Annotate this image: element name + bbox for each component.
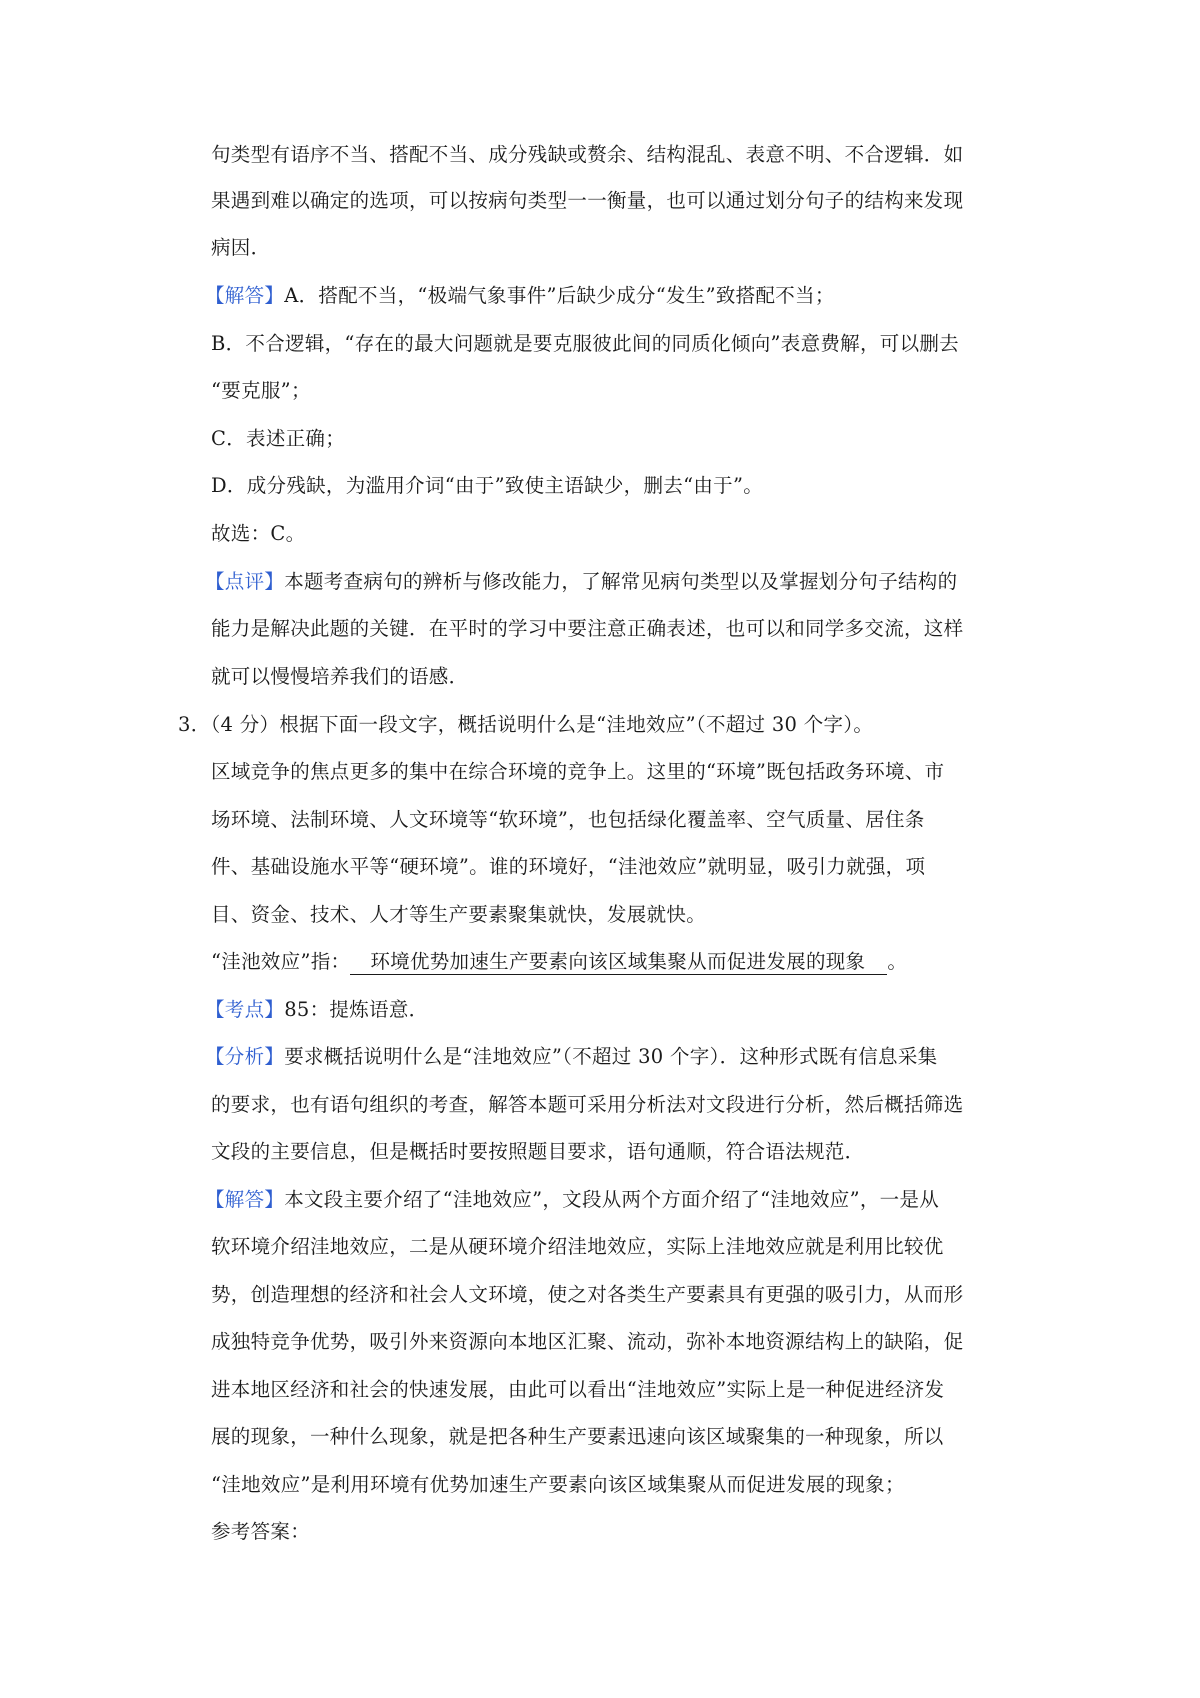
comment-text: 本题考查病句的辨析与修改能力，了解常见病句类型以及掌握划分句子结构的 (284, 570, 958, 593)
text-line: 能力是解决此题的关键．在平时的学习中要注意正确表述，也可以和同学多交流，这样 (211, 617, 964, 640)
text-line: 句类型有语序不当、搭配不当、成分残缺或赘余、结构混乱、表意不明、不合逻辑．如 (211, 143, 964, 166)
answer-tag: 【解答】 (205, 1188, 285, 1211)
text-line: 场环境、法制环境、人文环境等“软环境”，也包括绿化覆盖率、空气质量、居住条 (211, 808, 925, 831)
analysis-tag: 【分析】 (205, 1045, 285, 1068)
analysis-text: 要求概括说明什么是“洼地效应”（不超过 30 个字）．这种形式既有信息采集 (284, 1045, 938, 1068)
answer-tag: 【解答】 (205, 284, 285, 307)
text-line: 区域竞争的焦点更多的集中在综合环境的竞争上。这里的“环境”既包括政务环境、市 (211, 760, 945, 783)
text-line: 就可以慢慢培养我们的语感． (211, 665, 469, 688)
fill-answer: 环境优势加速生产要素向该区域集聚从而促进发展的现象 (350, 950, 887, 975)
text-line: C．表述正确； (211, 427, 346, 450)
fill-blank-line (211, 948, 1031, 976)
text-line: 目、资金、技术、人才等生产要素聚集就快，发展就快。 (211, 903, 707, 926)
text-line: 的要求，也有语句组织的考查，解答本题可采用分析法对文段进行分析，然后概括筛选 (211, 1093, 964, 1116)
text-line: D．成分残缺，为滥用介词“由于”致使主语缺少，删去“由于”。 (211, 474, 764, 497)
text-line: 故选：C。 (211, 522, 306, 545)
text-line: “要克服”； (211, 379, 311, 402)
knowledge-point-line (205, 996, 1025, 1024)
analysis-line (205, 1043, 1025, 1071)
text-line: “洼地效应”是利用环境有优势加速生产要素向该区域集聚从而促进发展的现象； (211, 1473, 905, 1496)
text-line: 软环境介绍洼地效应，二是从硬环境介绍洼地效应，实际上洼地效应就是利用比较优 (211, 1235, 944, 1258)
question-title: 3．（4 分）根据下面一段文字，概括说明什么是“洼地效应”（不超过 30 个字）。 (178, 713, 874, 736)
fill-prefix: “洼池效应”指： (211, 950, 351, 973)
text-line: B．不合逻辑，“存在的最大问题就是要克服彼此间的同质化倾向”表意费解，可以删去 (211, 332, 959, 355)
text-line: 文段的主要信息，但是概括时要按照题目要求，语句通顺，符合语法规范． (211, 1140, 865, 1163)
answer-line (205, 282, 1025, 310)
text-line: 成独特竞争优势，吸引外来资源向本地区汇聚、流动，弥补本地资源结构上的缺陷，促 (211, 1330, 964, 1353)
answer-text: A．搭配不当，“极端气象事件”后缺少成分“发生”致搭配不当； (284, 284, 835, 307)
text-line: 进本地区经济和社会的快速发展，由此可以看出“洼地效应”实际上是一种促进经济发 (211, 1378, 945, 1401)
text-line: 参考答案： (211, 1520, 311, 1543)
text-line: 病因． (211, 236, 271, 259)
text-line: 势，创造理想的经济和社会人文环境，使之对各类生产要素具有更强的吸引力，从而形 (211, 1283, 964, 1306)
knowledge-point-text: 85：提炼语意． (284, 998, 429, 1021)
text-line: 果遇到难以确定的选项，可以按病句类型一一衡量，也可以通过划分句子的结构来发现 (211, 189, 964, 212)
comment-tag: 【点评】 (205, 570, 285, 593)
answer-text: 本文段主要介绍了“洼地效应”，文段从两个方面介绍了“洼地效应”，一是从 (284, 1188, 940, 1211)
knowledge-point-tag: 【考点】 (205, 998, 285, 1021)
answer-line (205, 1186, 1025, 1214)
comment-line (205, 568, 1025, 596)
text-line: 展的现象，一种什么现象，就是把各种生产要素迅速向该区域聚集的一种现象，所以 (211, 1425, 944, 1448)
fill-suffix: 。 (887, 950, 908, 973)
text-line: 件、基础设施水平等“硬环境”。谁的环境好，“洼池效应”就明显，吸引力就强，项 (211, 855, 926, 878)
